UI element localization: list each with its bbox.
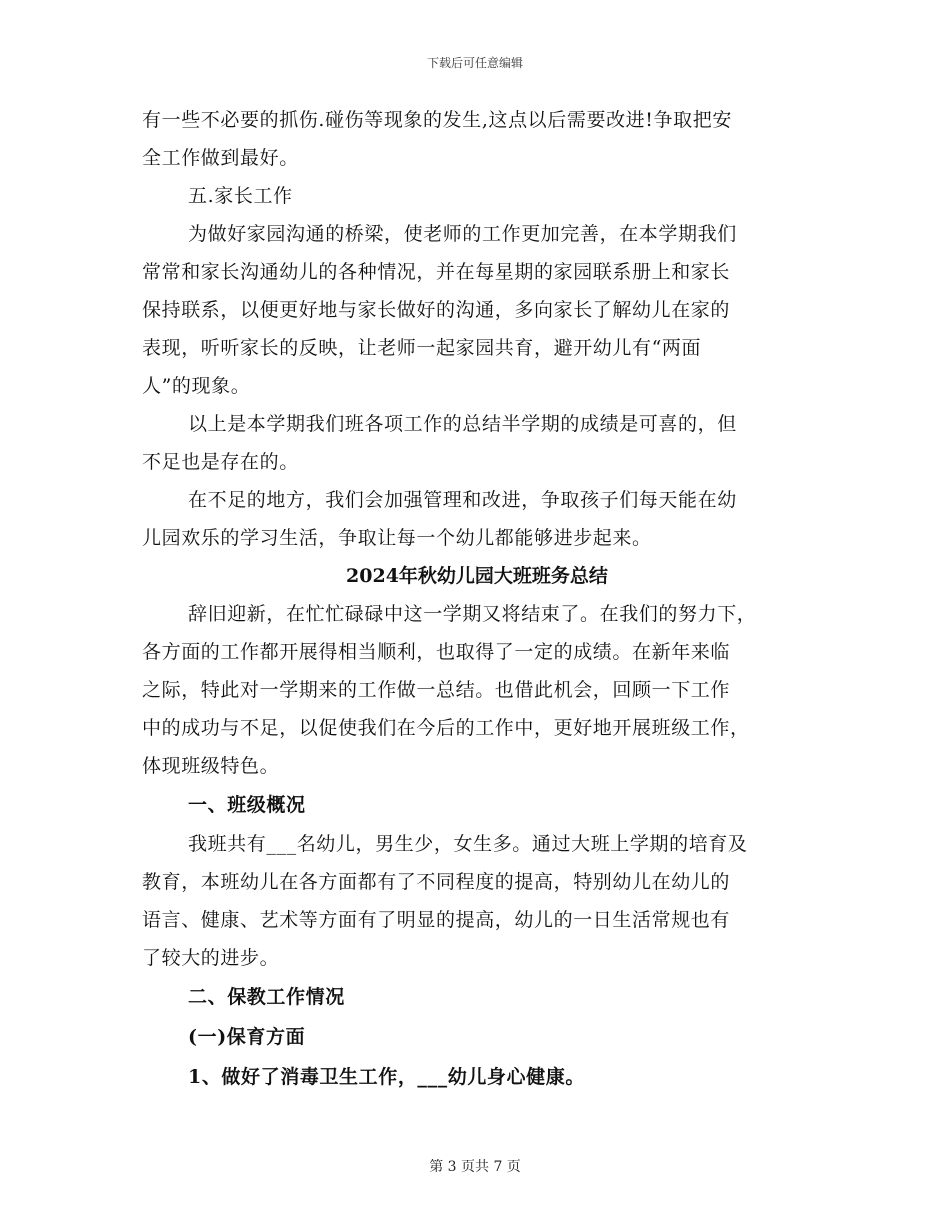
- paragraph-line: 语言、健康、艺术等方面有了明显的提高，幼儿的一日生活常规也有: [142, 909, 731, 931]
- paragraph-line: 不足也是存在的。: [142, 451, 299, 473]
- paragraph-line: 表现，听听家长的反映，让老师一起家园共育，避开幼儿有“两面: [142, 337, 702, 359]
- paragraph-line: 各方面的工作都开展得相当顺利，也取得了一定的成绩。在新年来临: [142, 641, 731, 663]
- paragraph-line: 辞旧迎新，在忙忙碌碌中这一学期又将结束了。在我们的努力下，: [188, 603, 757, 625]
- document-title: 2024年秋幼儿园大班班务总结: [346, 565, 608, 587]
- paragraph-line: 我班共有___名幼儿，男生少，女生多。通过大班上学期的培育及: [188, 833, 748, 855]
- paragraph-line: 保持联系，以便更好地与家长做好的沟通，多向家长了解幼儿在家的: [142, 299, 731, 321]
- section-heading-teaching-work: 二、保教工作情况: [188, 986, 345, 1008]
- section-heading-class-overview: 一、班级概况: [188, 794, 306, 816]
- section-heading-parent-work: 五.家长工作: [188, 185, 293, 207]
- paragraph-line: 有一些不必要的抓伤.碰伤等现象的发生,这点以后需要改进!争取把安: [142, 109, 732, 131]
- subsection-heading-care: (一)保育方面: [188, 1026, 306, 1048]
- paragraph-line: 常常和家长沟通幼儿的各种情况，并在每星期的家园联系册上和家长: [142, 261, 731, 283]
- paragraph-line: 儿园欢乐的学习生活，争取让每一个幼儿都能够进步起来。: [142, 527, 652, 549]
- document-body: [142, 101, 812, 1097]
- paragraph-line: 以上是本学期我们班各项工作的总结半学期的成绩是可喜的，但: [188, 413, 737, 435]
- paragraph-line: 了较大的进步。: [142, 947, 280, 969]
- item-heading-disinfection: 1、做好了消毒卫生工作，___幼儿身心健康。: [188, 1066, 585, 1088]
- page-header-note: 下载后可任意编辑: [426, 56, 523, 70]
- paragraph-line: 体现班级特色。: [142, 755, 280, 777]
- paragraph-line: 中的成功与不足，以促使我们在今后的工作中，更好地开展班级工作，: [142, 717, 750, 739]
- paragraph-line: 全工作做到最好。: [142, 147, 299, 169]
- paragraph-line: 为做好家园沟通的桥梁，使老师的工作更加完善，在本学期我们: [188, 223, 737, 245]
- paragraph-line: 之际，特此对一学期来的工作做一总结。也借此机会，回顾一下工作: [142, 679, 731, 701]
- paragraph-line: 在不足的地方，我们会加强管理和改进，争取孩子们每天能在幼: [188, 489, 737, 511]
- paragraph-line: 教育，本班幼儿在各方面都有了不同程度的提高，特别幼儿在幼儿的: [142, 871, 731, 893]
- page-number: 第 3 页共 7 页: [429, 1159, 521, 1175]
- paragraph-line: 人”的现象。: [142, 375, 251, 397]
